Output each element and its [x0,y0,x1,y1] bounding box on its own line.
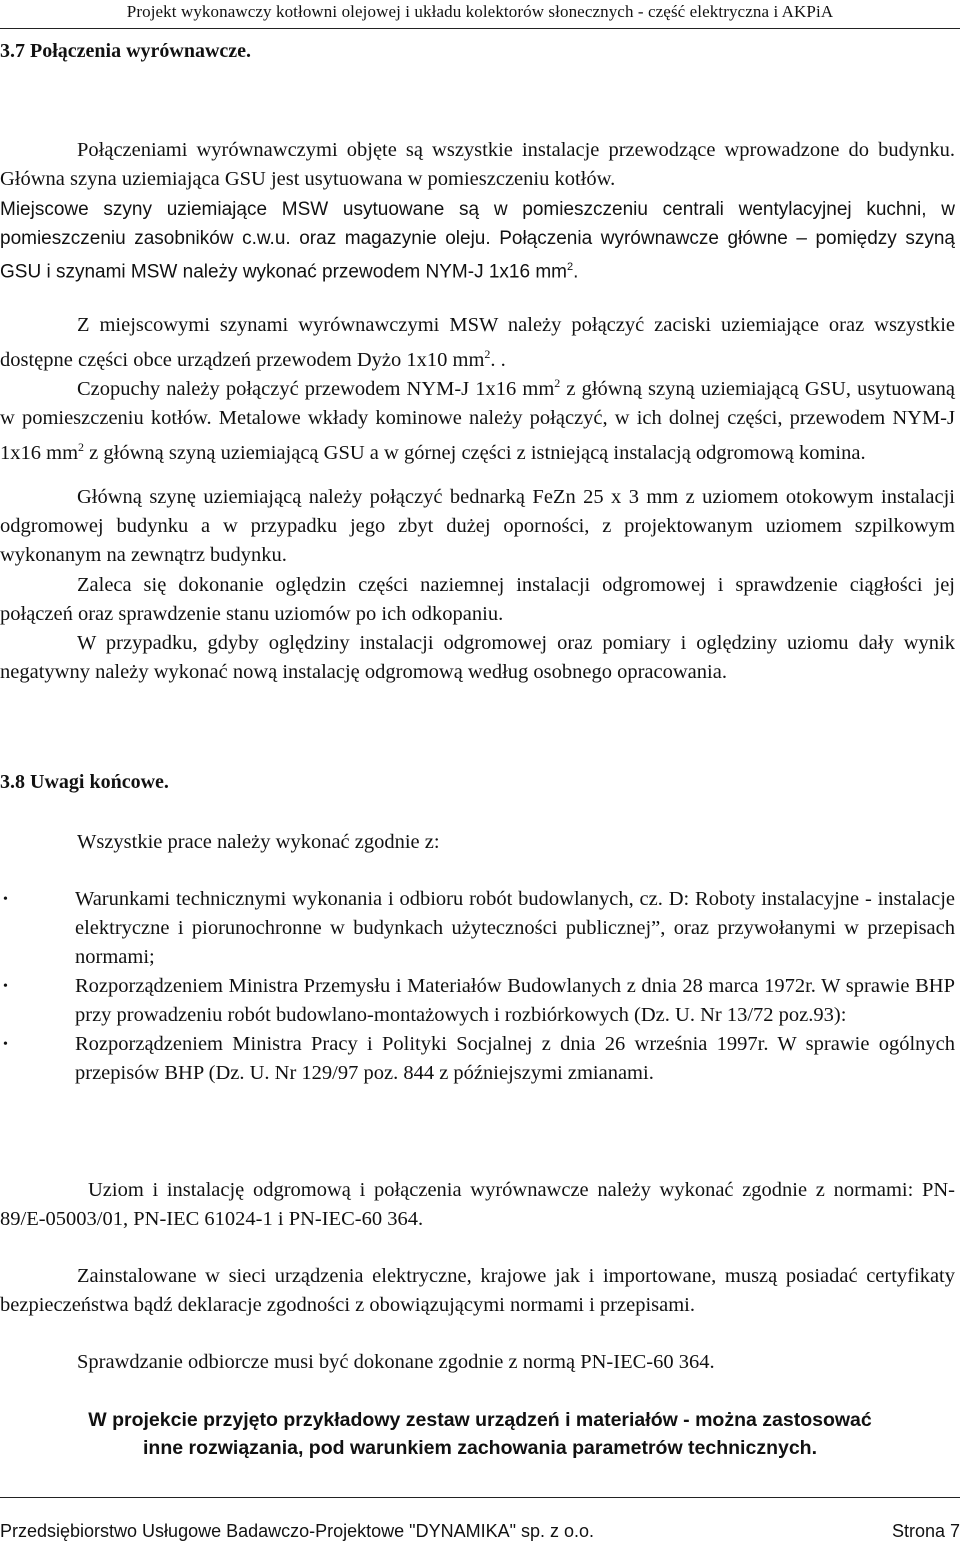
section-heading-3-7: 3.7 Połączenia wyrównawcze. [0,40,252,62]
list-item [0,885,955,972]
paragraph-flue-connections [0,369,955,468]
superscript: 2 [484,347,491,361]
note-line-2: inne rozwiązania, pod warunkiem zachowania parametrów technicznych. [143,1437,817,1459]
paragraph-acceptance-check: Sprawdzanie odbiorcze musi być dokonane zgodnie z normą PN-IEC-60 364. [77,1351,715,1373]
paragraph-end: . . [490,348,506,371]
page-footer [0,1521,960,1542]
note-line-1: W projekcie przyjęto przykładowy zestaw urządzeń i materiałów - można zastosować [88,1409,872,1431]
section-heading-3-8: 3.8 Uwagi końcowe. [0,771,169,793]
header-rule [0,28,960,29]
bullet-icon: • [3,1037,8,1052]
list-item-text: Rozporządzeniem Ministra Przemysłu i Materiałów Budowlanych z dnia 28 marca 1972r. W sprawie BHP przy prowadzeniu robót budowlano-montażowych i rozbiórkowych (Dz. U. Nr 13/72 poz.93): [75,975,955,1026]
paragraph-grounding-standards: Uziom i instalację odgromową i połączenia wyrównawcze należy wykonać zgodnie z normami: PN-89/E-05003/01, PN-IEC 61024-1 i PN-IEC-60 364. [0,1179,955,1230]
paragraph-flue-text-c: z główną szyną uziemiającą GSU a w górnej części z istniejącą instalacją odgromową komina. [84,441,866,464]
footer-rule [0,1497,960,1498]
paragraph-flue-text-a: Czopuchy należy połączyć przewodem NYM-J 1x16 mm [77,377,555,400]
bullet-icon: • [3,979,8,994]
paragraph-comply-intro: Wszystkie prace należy wykonać zgodnie z: [77,831,440,853]
paragraph-local-bars-text: Miejscowe szyny uziemiające MSW usytuowane są w pomieszczeniu centrali wentylacyjnej kuchni, w pomieszczeniu zasobników c.w.u. oraz magazynie oleju. Połączenia wyrównawcze główne – pomiędzy szyną GSU i szynami MSW należy wykonać przewodem NYM-J 1x16 mm [0,199,955,283]
list-item [0,972,955,1030]
regulations-list [0,885,955,1088]
superscript: 2 [566,261,574,273]
footer-company: Przedsiębiorstwo Usługowe Badawczo-Projektowe "DYNAMIKA" sp. z o.o. [0,1521,595,1541]
bullet-icon: • [3,892,8,907]
paragraph-main-bar: Główną szynę uziemiającą należy połączyć bednarką FeZn 25 x 3 mm z uziomem otokowym instalacji odgromowej budynku a w przypadku jego zbyt dużej oporności, z projektowanym uziomem szpilkowym wykonanym na zewnątrz budynku. [0,486,955,566]
list-item [0,1030,955,1088]
paragraph-inspection: Zaleca się dokonanie oględzin części naziemnej instalacji odgromowej i sprawdzenie ciągłości jej połączeń oraz sprawdzenie stanu uziomów po ich odkopaniu. [0,574,955,625]
paragraph-local-connections [0,311,955,375]
superscript: 2 [78,439,85,454]
paragraph-end: . [573,261,579,283]
paragraph-certificates: Zainstalowane w sieci urządzenia elektryczne, krajowe jak i importowane, muszą posiadać certyfikaty bezpieczeństwa bądź deklaracje zgodności z obowiązującymi normami i przepisami. [0,1265,955,1316]
paragraph-flue-text-b: z główną szyną uziemiającą GSU, usytuowaną w pomieszczeniu kotłów. Metalowe wkłady kominowe należy połączyć, w ich dolnej części, przewodem NYM-J 1x16 mm [0,377,955,464]
paragraph-negative-result: W przypadku, gdyby oględziny instalacji odgromowej oraz pomiary i oględziny uziomu dały wynik negatywny należy wykonać nową instalację odgromową według osobnego opracowania. [0,632,955,683]
paragraph-local-connections-text: Z miejscowymi szynami wyrównawczymi MSW należy połączyć zaciski uziemiające oraz wszystkie dostępne części obce urządzeń przewodem Dyżo 1x10 mm [0,314,955,371]
list-item-text: Rozporządzeniem Ministra Pracy i Polityki Socjalnej z dnia 26 września 1997r. W sprawie ogólnych przepisów BHP (Dz. U. Nr 129/97 poz. 844 z późniejszymi zmianami. [75,1033,955,1084]
paragraph-local-bars [0,195,955,286]
paragraph-equipotential-intro: Połączeniami wyrównawczymi objęte są wszystkie instalacje przewodzące wprowadzone do budynku. Główna szyna uziemiająca GSU jest usytuowana w pomieszczeniu kotłów. [0,139,955,190]
running-header: Projekt wykonawczy kotłowni olejowej i układu kolektorów słonecznych - część elektryczna i AKPiA [126,2,834,21]
list-item-text: Warunkami technicznymi wykonania i odbioru robót budowlanych, cz. D: Roboty instalacyjne - instalacje elektryczne i piorunochronne w budynkach użyteczności publicznej”, oraz przywołanymi w przepisach normami; [75,888,955,968]
superscript: 2 [554,376,561,390]
footer-page-number: Strona 7 [891,1521,960,1541]
